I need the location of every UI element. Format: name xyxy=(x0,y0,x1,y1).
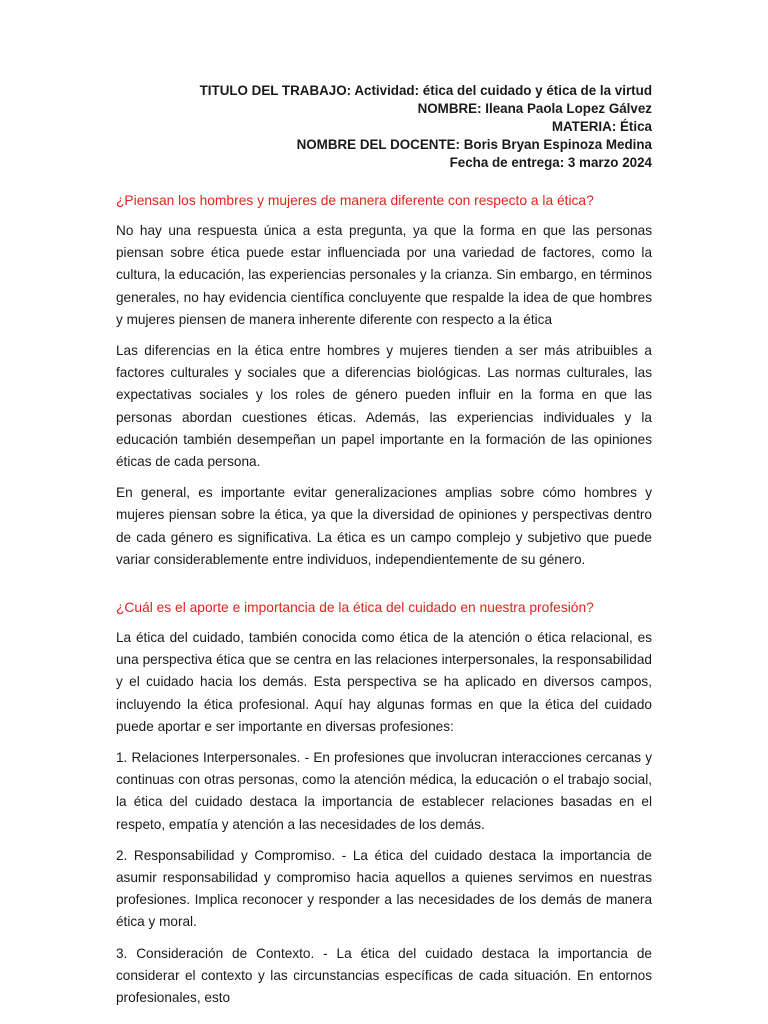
subject-line: MATERIA: Ética xyxy=(551,119,652,134)
list-paragraph: 2. Responsabilidad y Compromiso. - La ética del cuidado destaca la importancia de asumir responsabilidad y compromiso hacia aquellos a quienes servimos en nuestras profesiones. Implica reconocer y responder a las necesidades de los demás de manera ética y moral. xyxy=(116,847,652,930)
work-title-line: TITULO DEL TRABAJO: Actividad: ética del cuidado y ética de la virtud xyxy=(199,83,652,98)
section-gender-ethics xyxy=(116,191,652,571)
paragraph: En general, es importante evitar generalizaciones amplias sobre cómo hombres y mujeres piensan sobre la ética, ya que la diversidad de opiniones y perspectivas dentro de cada género es significativa. La ética es un campo complejo y subjetivo que puede variar considerablemente entre individuos, independientemente de su género. xyxy=(116,485,652,567)
question-heading: ¿Piensan los hombres y mujeres de manera diferente con respecto a la ética? xyxy=(116,193,594,208)
section-spacer xyxy=(116,580,652,598)
paragraph: Las diferencias en la ética entre hombres y mujeres tienden a ser más atribuibles a factores culturales y sociales que a diferencias biológicas. Las normas culturales, las expectativas sociales y los roles de género pueden influir en la forma en que las personas abordan cuestiones éticas. Además, las experiencias individuales y la educación también desempeñan un papel importante en la formación de las opiniones éticas de cada persona. xyxy=(116,343,652,470)
teacher-name-line: NOMBRE DEL DOCENTE: Boris Bryan Espinoza Medina xyxy=(296,137,652,152)
document-header xyxy=(116,82,652,172)
paragraph: La ética del cuidado, también conocida como ética de la atención o ética relacional, es una perspectiva ética que se centra en las relaciones interpersonales, la responsabilidad y el cuidado hacia los demás. Esta perspectiva se ha aplicado en diversos campos, incluyendo la ética profesional. Aquí hay algunas formas en que la ética del cuidado puede aportar e ser importante en diversas profesiones: xyxy=(116,630,652,734)
document-page xyxy=(116,82,652,1018)
student-name-line: NOMBRE: Ileana Paola Lopez Gálvez xyxy=(417,101,652,116)
question-heading: ¿Cuál es el aporte e importancia de la ética del cuidado en nuestra profesión? xyxy=(116,600,594,616)
due-date-line: Fecha de entrega: 3 marzo 2024 xyxy=(449,155,652,170)
list-paragraph: 1. Relaciones Interpersonales. - En profesiones que involucran interacciones cercanas y continuas con otras personas, como la atención médica, la educación o el trabajo social, la ética del cuidado destaca la importancia de establecer relaciones basadas en el respeto, empatía y atención a las necesidades de los demás. xyxy=(116,750,652,832)
list-paragraph: 3. Consideración de Contexto. - La ética del cuidado destaca la importancia de considerar el contexto y las circunstancias específicas de cada situación. En entornos profesionales, esto xyxy=(116,945,652,1006)
section-care-ethics xyxy=(116,598,652,1009)
paragraph: No hay una respuesta única a esta pregunta, ya que la forma en que las personas piensan sobre ética puede estar influenciada por una variedad de factores, como la cultura, la educación, las experiencias personales y la crianza. Sin embargo, en términos generales, no hay evidencia científica concluyente que respalde la idea de que hombres y mujeres piensen de manera inherente diferente con respecto a la ética xyxy=(116,223,652,327)
